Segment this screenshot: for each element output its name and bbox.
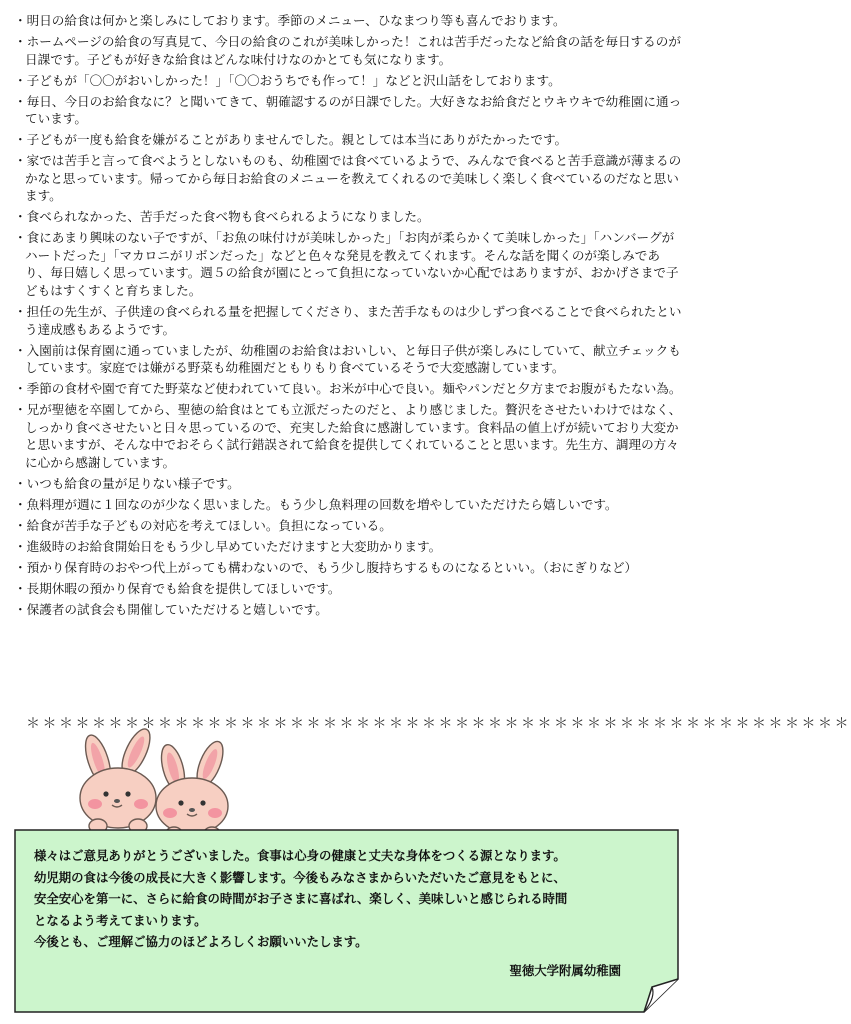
comment-item: ・入園前は保育園に通っていましたが、幼稚園のお給食はおいしい、と毎日子供が楽しみにしていて、献立チェックもしています。家庭では嫌がる野菜も幼稚園だともりもり食べているそうで大変感謝しています。	[14, 342, 681, 376]
comment-item: ・給食が苦手な子どもの対応を考えてほしい。負担になっている。	[14, 517, 392, 533]
rabbit-pair-icon	[58, 730, 258, 840]
comment-item: ・家では苦手と言って食べようとしないものも、幼稚園では食べているようで、みんなで食べると苦手意識が薄まるのかなと思っています。帰ってから毎日お給食のメニューを教えてくれるので美味しく楽しく食べているのだなと思います。	[14, 153, 682, 204]
comment-item: ・いつも給食の量が足りない様子です。	[14, 475, 240, 491]
comment-item: ・季節の食材や園で育てた野菜など使われていて良い。お米が中心で良い。麺やパンだと夕方までお腹がもたない為。	[14, 381, 682, 397]
comment-item: ・進級時のお給食開始日をもう少し早めていただけますと大変助かります。	[14, 538, 442, 554]
comment-item: ・食にあまり興味のない子ですが、「お魚の味付けが美味しかった」「お肉が柔らかくて美味しかった」「ハンバーグがハートだった」「マカロニがリボンだった」などと色々な発見を教えてくれます。そんな話を聞くのが楽しみであり、毎日嬉しく思っています。週５の給食が園にとって負担になっていないか心配ではありますが、おかげさまで子どもはすくすくと育ちました。	[14, 230, 679, 299]
comment-item: ・預かり保育時のおやつ代上がっても構わないので、もう少し腹持ちするものになるといい。（おにぎりなど）	[14, 559, 638, 575]
parent-comments-list	[14, 12, 684, 622]
comment-item: ・担任の先生が、子供達の食べられる量を把握してくださり、また苦手なものは少しずつ食べることで食べられたという達成感もあるようです。	[14, 304, 682, 337]
response-line: 安全安心を第一に、さらに給食の時間がお子さまに喜ばれ、楽しく、美味しいと感じられる時間	[34, 891, 568, 906]
comment-item: ・魚料理が週に１回なのが少なく思いました。もう少し魚料理の回数を増やしていただけたら嬉しいです。	[14, 496, 618, 512]
left-rabbit-icon	[80, 725, 156, 833]
asterisk-divider: ＊＊＊＊＊＊＊＊＊＊＊＊＊＊＊＊＊＊＊＊＊＊＊＊＊＊＊＊＊＊＊＊＊＊＊＊＊＊＊＊＊＊＊＊＊＊＊＊＊＊	[26, 716, 851, 732]
response-message	[34, 845, 664, 953]
comment-item: ・子どもが一度も給食を嫌がることがありませんでした。親としては本当にありがたかったです。	[14, 132, 568, 148]
comment-item: ・子どもが「〇〇がおいしかった！」「〇〇おうちでも作って！」などと沢山話をしております。	[14, 72, 561, 88]
response-line: 様々はご意見ありがとうございました。食事は心身の健康と丈夫な身体をつくる源となります。	[34, 848, 566, 863]
comment-item: ・長期休暇の預かり保育でも給食を提供してほしいです。	[14, 580, 341, 596]
response-line: 幼児期の食は今後の成長に大きく影響します。今後もみなさまからいただいたご意見をもとに、	[34, 869, 566, 885]
comment-item: ・食べられなかった、苦手だった食べ物も食べられるようになりました。	[14, 209, 430, 225]
kindergarten-signature: 聖徳大学附属幼稚園	[509, 963, 621, 978]
comment-item: ・保護者の試食会も開催していただけると嬉しいです。	[14, 601, 328, 617]
response-note-box	[14, 829, 679, 1013]
comment-item: ・明日の給食は何かと楽しみにしております。季節のメニュー、ひなまつり等も喜んでおります。	[14, 13, 566, 28]
comment-item: ・ホームページの給食の写真見て、今日の給食のこれが美味しかった！これは苦手だったなど給食の話を毎日するのが日課です。子どもが好きな給食はどんな味付けなのかとても気になります。	[14, 33, 681, 67]
comment-item: ・毎日、今日のお給食なに？と聞いてきて、朝確認するのが日課でした。大好きなお給食だとウキウキで幼稚園に通っています。	[14, 93, 682, 127]
response-line: となるよう考えてまいります。	[34, 912, 207, 928]
right-rabbit-icon	[156, 738, 228, 839]
response-line: 今後とも、ご理解ご協力のほどよろしくお願いいたします。	[34, 934, 368, 949]
comment-item: ・兄が聖徳を卒園してから、聖徳の給食はとても立派だったのだと、より感じました。贅沢をさせたいわけではなく、しっかり食べさせたいと日々思っているので、充実した給食に感謝しています。食料品の値上げが続いており大変かと思いますが、そんな中でおそらく試行錯誤されて給食を提供してくれていることと思います。先生方、調理の方々に心から感謝しています。	[14, 402, 682, 470]
